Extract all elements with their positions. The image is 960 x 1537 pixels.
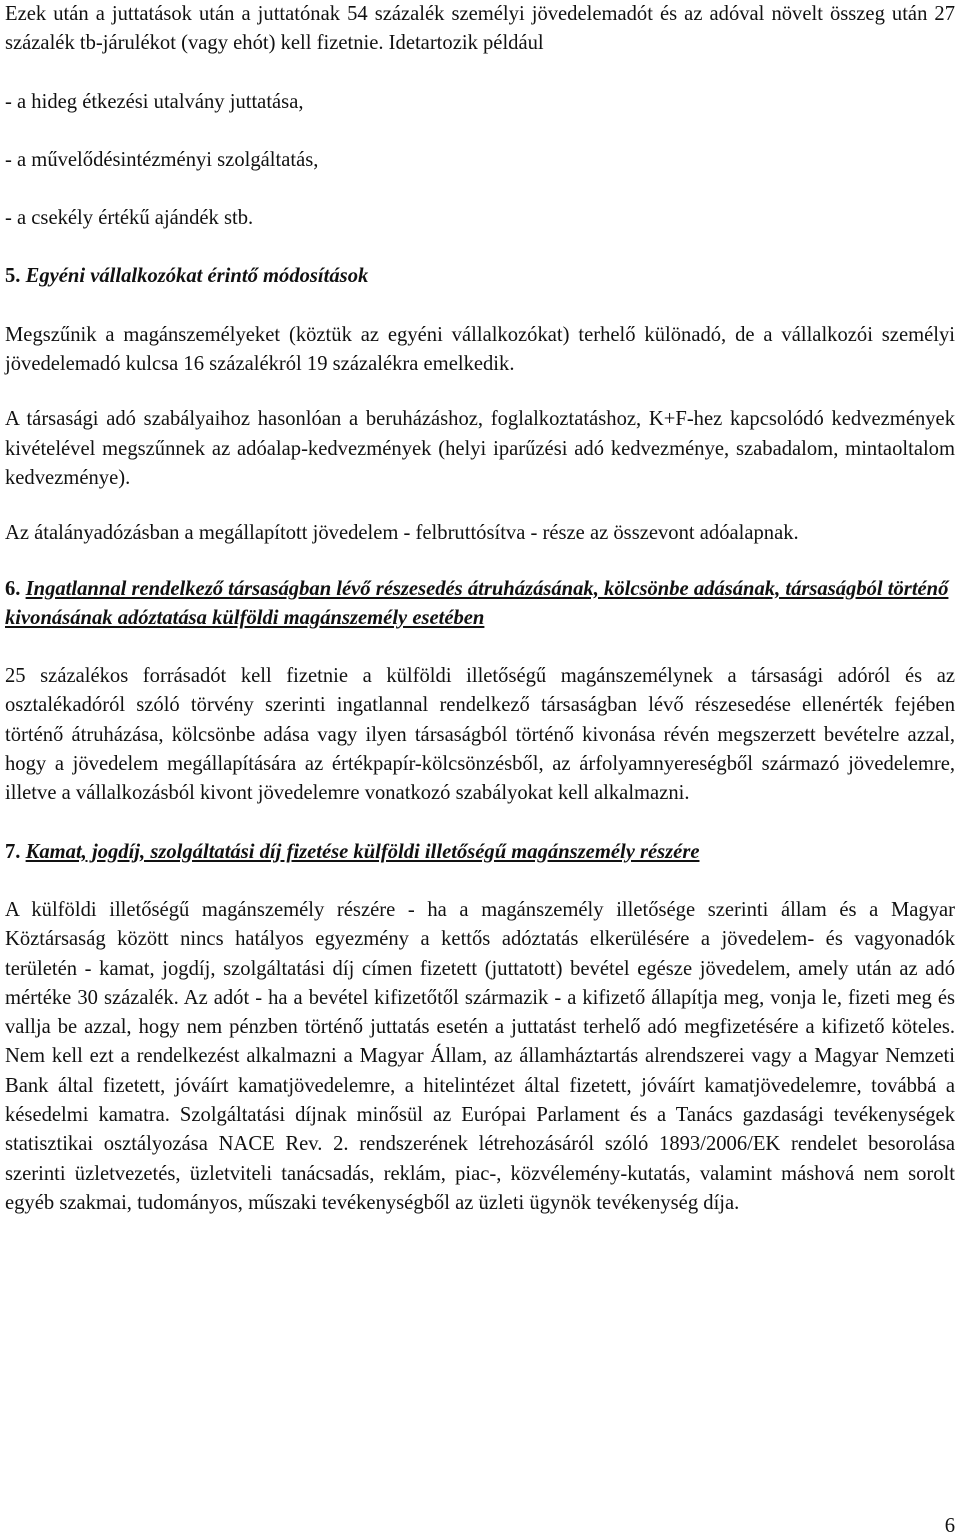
document-page xyxy=(5,0,955,1218)
section-title: Ingatlannal rendelkező társaságban lévő részesedés átruházásának, kölcsönbe adásának, társaságból történő kivonásának adóztatása külföldi magánszemély esetében xyxy=(5,577,949,629)
list-item: - a művelődésintézményi szolgáltatás, xyxy=(5,148,319,171)
section-5-paragraph: Az átalányadózásban a megállapított jövedelem - felbruttósítva - része az összevont adóalapnak. xyxy=(5,522,799,545)
page-number: 6 xyxy=(944,1515,955,1537)
section-number: 7. xyxy=(5,840,21,863)
intro-paragraph: Ezek után a juttatások után a juttatónak 54 százalék személyi jövedelemadót és az adóval növelt összeg után 27 százalék tb-járulékot (vagy ehót) kell fizetnie. Idetartozik például xyxy=(5,3,955,55)
section-7-heading xyxy=(5,838,955,867)
section-5-paragraph: Megszűnik a magánszemélyeket (köztük az egyéni vállalkozókat) terhelő különadó, de a vállalkozói személyi jövedelemadó kulcsa 16 százalékról 19 százalékra emelkedik. xyxy=(5,323,955,376)
section-5-heading xyxy=(5,262,955,291)
section-number: 5. xyxy=(5,265,21,288)
section-7-paragraph: A külföldi illetőségű magánszemély részére - ha a magánszemély illetősége szerinti állam és a Magyar Köztársaság között nincs hatályos egyezmény a kettős adóztatás elkerülésére a jövedelem- és vagyonadók területén - kamat, jogdíj, szolgáltatási díj címen fizetett (juttatott) bevétel egésze jövedelem, amely után az adó mértéke 30 százalék. Az adót - ha a bevétel kifizetőtől származik - a kifizető állapítja meg, vonja le, fizeti meg és vallja be azzal, hogy nem pénzben történő juttatás esetén a juttatást terhelő adó megfizetésére a kifizető köteles. Nem kell ezt a rendelkezést alkalmazni a Magyar Állam, az államháztartás alrendszerei vagy a Magyar Nemzeti Bank által fizetett, jóváírt kamatjövedelemre, a hitelintézet által fizetett, jóváírt kamatjövedelemre, továbbá a késedelmi kamatra. Szolgáltatási díjnak minősül az Európai Parlament és a Tanács gazdasági tevékenységek statisztikai osztályozása NACE Rev. 2. rendszerének létrehozásáról szóló 1893/2006/EK rendelet besorolása szerinti üzletvezetés, üzletviteli tanácsadás, reklám, piac-, közvélemény-kutatás, valamint máshová nem sorolt egyéb szakmai, tudományos, műszaki tevékenységből az üzleti ügynök tevékenység díja. xyxy=(5,898,955,1214)
section-title: Egyéni vállalkozókat érintő módosítások xyxy=(25,265,369,288)
section-title: Kamat, jogdíj, szolgáltatási díj fizetése külföldi illetőségű magánszemély részére xyxy=(25,840,700,863)
list-item: - a csekély értékű ajándék stb. xyxy=(5,207,254,230)
section-6-heading xyxy=(5,575,955,634)
section-5-paragraph: A társasági adó szabályaihoz hasonlóan a beruházáshoz, foglalkoztatáshoz, K+F-hez kapcsolódó kedvezmények kivételével megszűnnek az adóalap-kedvezmények (helyi iparűzési adó kedvezménye, szabadalom, mintaoltalom kedvezménye). xyxy=(5,408,955,489)
list-item: - a hideg étkezési utalvány juttatása, xyxy=(5,90,304,113)
section-6-paragraph: 25 százalékos forrásadót kell fizetnie a külföldi illetőségű magánszemélynek a társasági adóról és az osztalékadóról szóló törvény szerinti ingatlannal rendelkező társaságban lévő részesedése ellenérték fejében történő átruházása, kölcsönbe adása vagy ilyen társaságból történő kivonása révén megszerzett bevételre azzal, hogy a jövedelem megállapítására az értékpapír-kölcsönzésből, az árfolyamnyereségből származó jövedelemre, illetve a vállalkozásból kivont jövedelemre vonatkozó szabályokat kell alkalmazni. xyxy=(5,665,955,805)
section-number: 6. xyxy=(5,577,21,600)
